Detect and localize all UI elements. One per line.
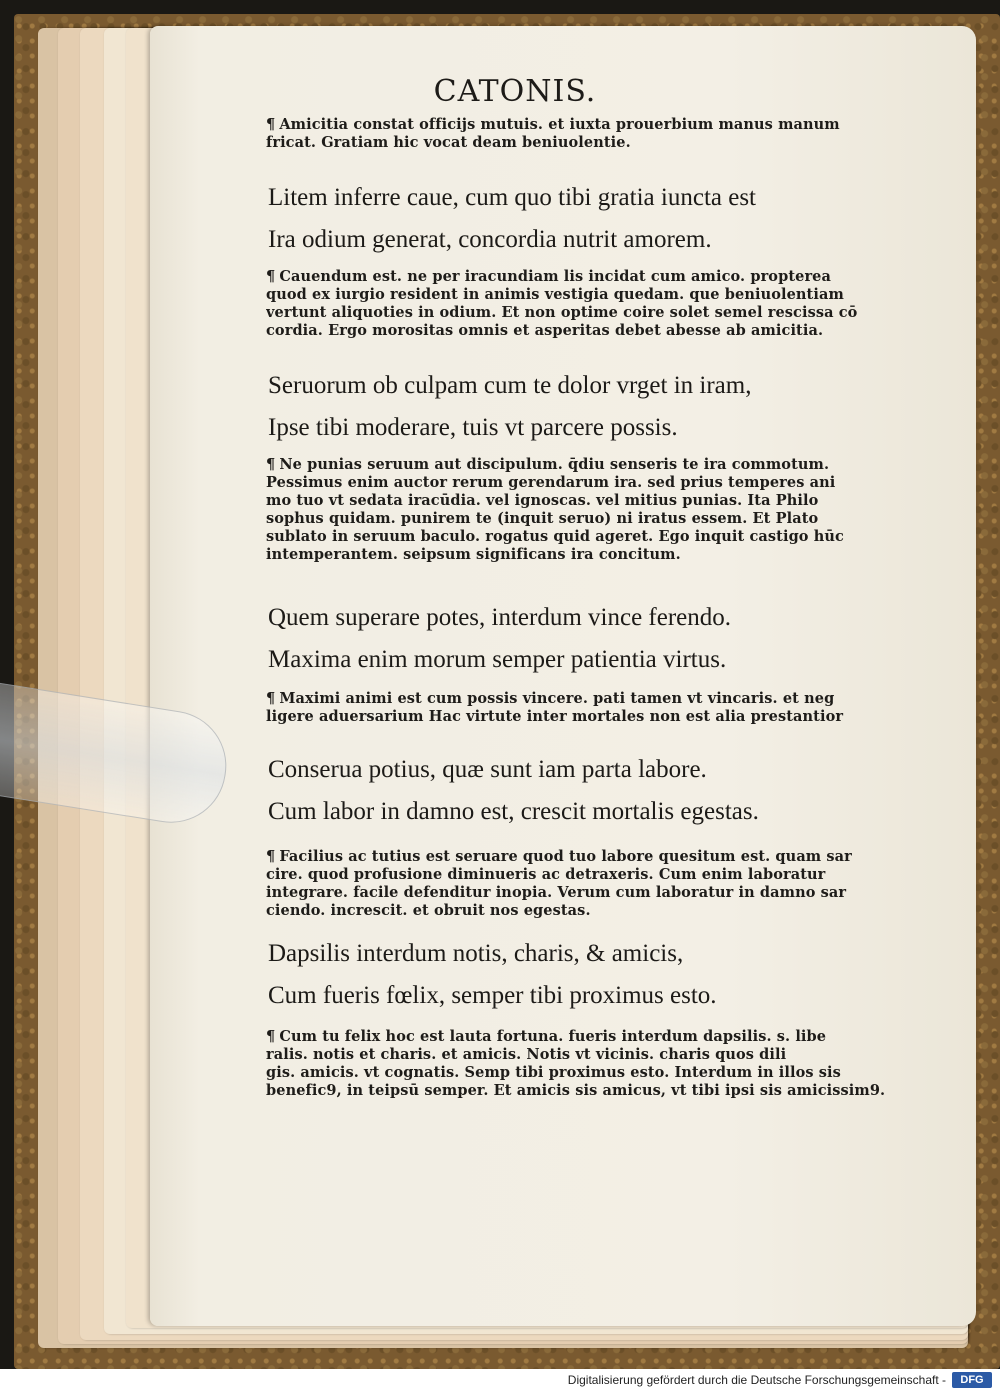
- commentary-line: sophus quidam. punirem te (inquit seruo) ni iratus essem. Et Plato: [266, 510, 819, 527]
- verse-line: Ipse tibi moderare, tuis vt parcere possis.: [268, 414, 678, 441]
- commentary-line: ¶ Cum tu felix hoc est lauta fortuna. fueris interdum dapsilis. s. libe: [266, 1028, 827, 1045]
- verse-line: Dapsilis interdum notis, charis, & amicis,: [268, 940, 684, 967]
- verse-line: Ira odium generat, concordia nutrit amorem.: [268, 226, 712, 253]
- commentary-line: ¶ Maximi animi est cum possis vincere. pati tamen vt vincaris. et neg: [266, 690, 835, 707]
- dfg-logo: DFG: [952, 1372, 992, 1388]
- running-title: CATONIS.: [433, 74, 597, 109]
- commentary-block: [266, 456, 956, 564]
- commentary-line: sublato in seruum baculo. rogatus quid ageret. Ego inquit castigo hūc: [266, 528, 844, 545]
- commentary-line: Pessimus enim auctor rerum gerendarum ira. sed prius temperes ani: [266, 474, 836, 491]
- commentary-line: cire. quod profusione diminueris ac detraxeris. Cum enim laboratur: [266, 866, 826, 883]
- commentary-block: [266, 848, 956, 920]
- commentary-line: fricat. Gratiam hic vocat deam beniuolentie.: [266, 134, 631, 151]
- commentary-line: benefic9, in teipsū semper. Et amicis sis amicus, vt tibi ipsi sis amicissim9.: [266, 1082, 886, 1099]
- commentary-block: [266, 268, 956, 340]
- verse-line: Conserua potius, quæ sunt iam parta labore.: [268, 756, 707, 783]
- commentary-line: ¶ Facilius ac tutius est seruare quod tuo labore quesitum est. quam sar: [266, 848, 852, 865]
- verse-line: Seruorum ob culpam cum te dolor vrget in iram,: [268, 372, 752, 399]
- commentary-line: ¶ Cauendum est. ne per iracundiam lis incidat cum amico. propterea: [266, 268, 831, 285]
- paragraph-mark-icon: ¶: [266, 690, 276, 707]
- commentary-block: [266, 690, 956, 726]
- paragraph-mark-icon: ¶: [266, 1028, 276, 1045]
- commentary-line: ligere aduersarium Hac virtute inter mortales non est alia prestantior: [266, 708, 844, 725]
- commentary-line: ¶ Amicitia constat officijs mutuis. et iuxta prouerbium manus manum: [266, 116, 840, 133]
- commentary-line: cordia. Ergo morositas omnis et asperitas debet abesse ab amicitia.: [266, 322, 824, 339]
- commentary-line: ralis. notis et charis. et amicis. Notis vt vicinis. charis quos dili: [266, 1046, 787, 1063]
- commentary-line: ciendo. increscit. et obruit nos egestas.: [266, 902, 591, 919]
- verse-line: Maxima enim morum semper patientia virtus.: [268, 646, 727, 673]
- paragraph-mark-icon: ¶: [266, 116, 276, 133]
- commentary-line: vertunt aliquoties in odium. Et non optime coire solet semel rescissa cō: [266, 304, 858, 321]
- footer-bar: [0, 1369, 1000, 1393]
- funding-notice: Digitalisierung gefördert durch die Deutsche Forschungsgemeinschaft -: [567, 1373, 946, 1387]
- book-page: [150, 26, 976, 1326]
- paragraph-mark-icon: ¶: [266, 268, 276, 285]
- commentary-line: gis. amicis. vt cognatis. Semp tibi proximus esto. Interdum in illos sis: [266, 1064, 841, 1081]
- paragraph-mark-icon: ¶: [266, 456, 276, 473]
- commentary-block: [266, 1028, 956, 1100]
- verse-line: Cum fueris fœlix, semper tibi proximus esto.: [268, 982, 717, 1009]
- verse-line: Quem superare potes, interdum vince ferendo.: [268, 604, 732, 631]
- paragraph-mark-icon: ¶: [266, 848, 276, 865]
- verse-line: Litem inferre caue, cum quo tibi gratia iuncta est: [268, 184, 757, 211]
- commentary-line: integrare. facile defenditur inopia. Verum cum laboratur in damno sar: [266, 884, 847, 901]
- commentary-line: quod ex iurgio resident in animis vestigia quedam. que beniuolentiam: [266, 286, 844, 303]
- commentary-line: mo tuo vt sedata iracūdia. vel ignoscas. vel mitius punias. Ita Philo: [266, 492, 819, 509]
- commentary-block: [266, 116, 956, 152]
- commentary-line: intemperantem. seipsum significans ira concitum.: [266, 546, 681, 563]
- verse-line: Cum labor in damno est, crescit mortalis egestas.: [268, 798, 759, 825]
- commentary-line: ¶ Ne punias seruum aut discipulum. q̄diu senseris te ira commotum.: [266, 456, 830, 473]
